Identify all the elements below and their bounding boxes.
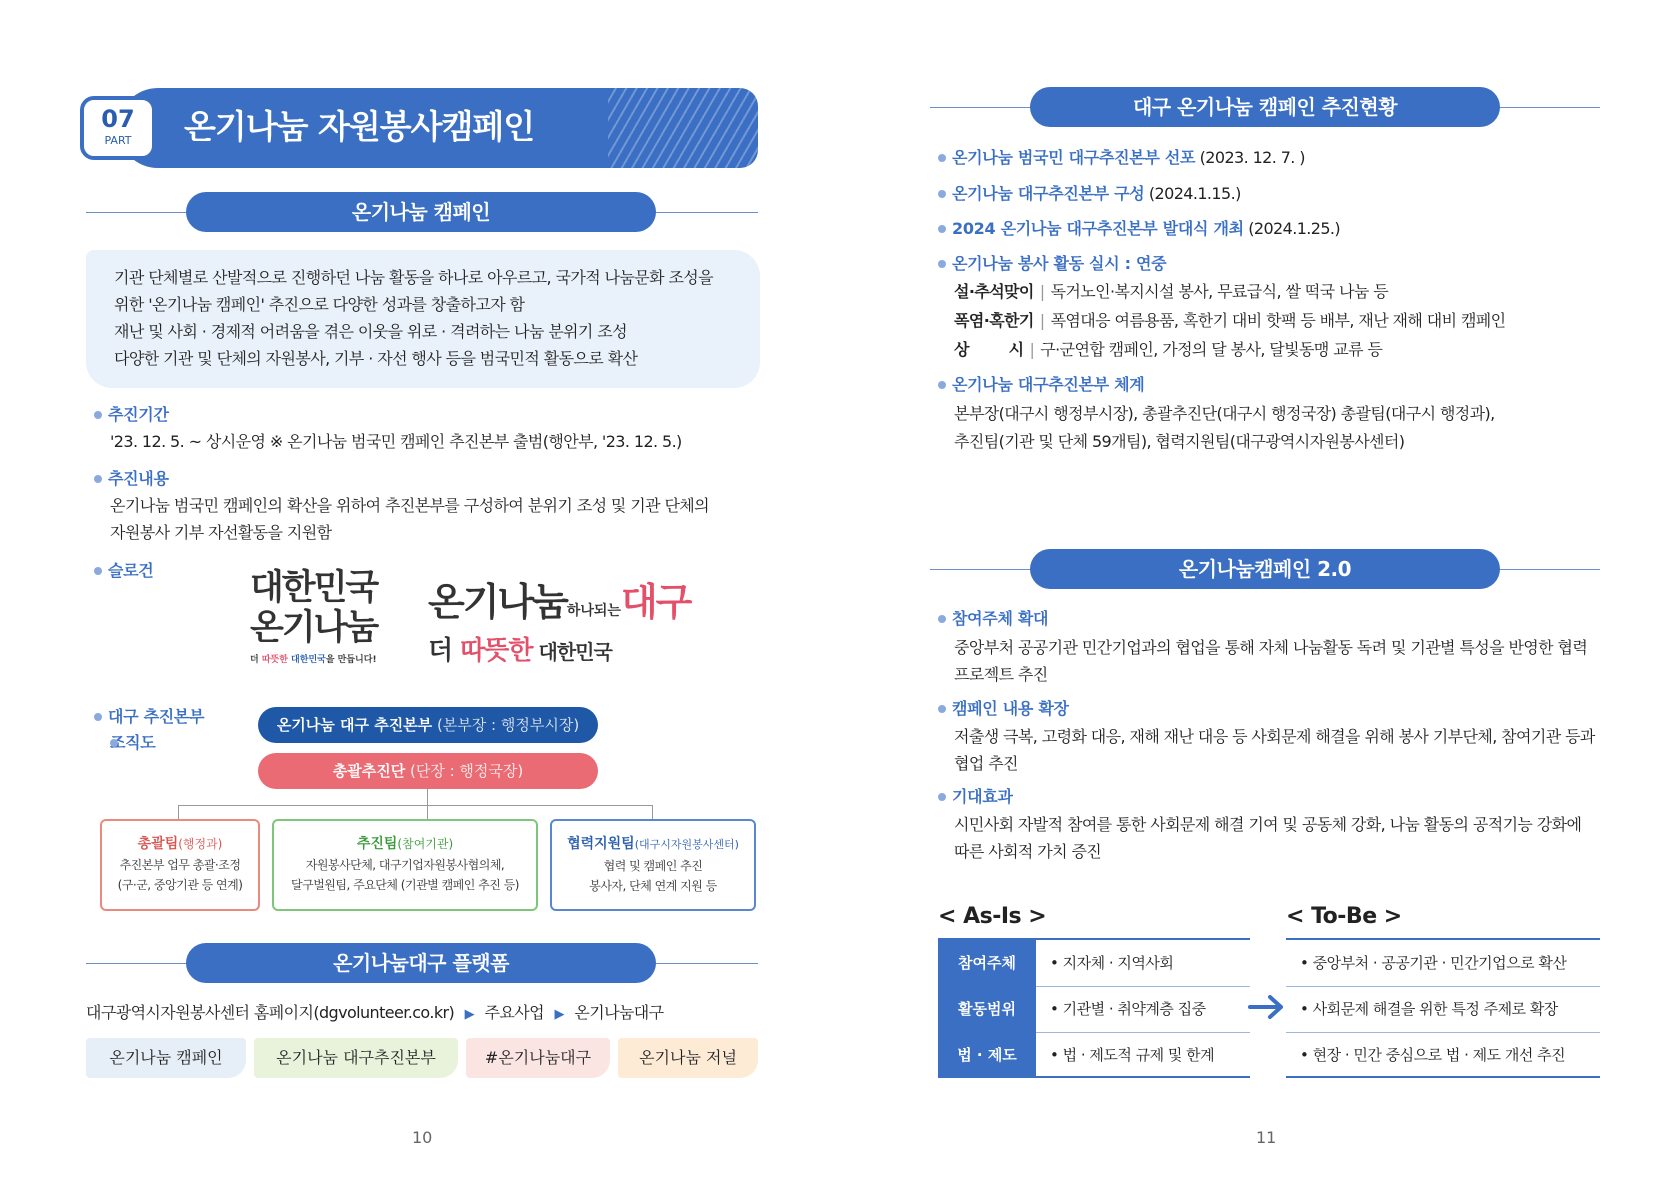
path-arrow-icon: ▶ <box>464 1007 475 1022</box>
block-line: 프로젝트 추진 <box>954 665 1048 684</box>
block-heading: 캠페인 내용 확장 <box>938 698 1069 720</box>
block-line: 시민사회 자발적 참여를 통한 사회문제 해결 기여 및 공동체 강화, 나눔 활동의 공적기능 강화에 <box>954 815 1582 834</box>
tobe-cell: • 사회문제 해결을 위한 특정 주제로 확장 <box>1300 1000 1558 1018</box>
org-connector <box>178 805 179 819</box>
intro-line: 다양한 기관 및 단체의 자원봉사, 기부 · 자선 행사 등을 범국민적 활동으로 확산 <box>114 349 638 368</box>
org-box-promotion: 추진팀(참여기관) 자원봉사단체, 대구기업자원봉사협의체, 달구벌원팀, 주요단체 (기관별 캠페인 추진 등) <box>272 819 538 911</box>
row-label: 법 · 제도 <box>938 1032 1036 1078</box>
part-badge <box>80 96 156 160</box>
org-heading-2: 조직도 <box>110 733 156 752</box>
page-number-right: 11 <box>1256 1128 1277 1147</box>
table-rule <box>938 1076 1250 1078</box>
row-label: 참여주체 <box>938 940 1036 986</box>
org-box-support: 협력지원팀(대구시자원봉사센터) 협력 및 캠페인 추진 봉사자, 단체 연계 지원 등 <box>550 819 756 911</box>
activity-row: 설·추석맞이 | 독거노인·복지시설 봉사, 무료급식, 쌀 떡국 나눔 등 <box>954 282 1389 301</box>
slogan-logo-caption: 더 따뜻한 대한민국을 만듭니다! <box>250 655 377 665</box>
org-connector <box>652 805 653 819</box>
tobe-cell: • 현장 · 민간 중심으로 법 · 제도 개선 추진 <box>1300 1046 1566 1064</box>
slogan-logo-line: 대한민국 <box>250 568 378 608</box>
table-rule <box>1286 1076 1600 1078</box>
system-line: 본부장(대구시 행정부시장), 총괄추진단(대구시 행정국장) 총괄팀(대구시 행정과), <box>954 404 1495 423</box>
slogan-logo-line: 온기나눔하나되는대구 <box>428 580 691 624</box>
tobe-title: < To-Be > <box>1286 904 1402 929</box>
slogan-logo-daegu <box>428 580 690 670</box>
tag-item[interactable]: 온기나눔 저널 <box>618 1038 758 1078</box>
block-line: 따른 사회적 가치 증진 <box>954 842 1102 861</box>
slogan-heading: 슬로건 <box>94 560 153 582</box>
org-connector <box>427 789 428 805</box>
status-item: 온기나눔 범국민 대구추진본부 선포 (2023. 12. 7. ) <box>938 144 1305 171</box>
section-title-platform: 온기나눔대구 플랫폼 <box>186 943 656 983</box>
slogan-logo-line: 온기나눔 <box>250 608 378 648</box>
org-task-force-pill: 총괄추진단 (단장 : 행정국장) <box>258 753 598 789</box>
status-item: 온기나눔 대구추진본부 구성 (2024.1.15.) <box>938 180 1241 207</box>
platform-submenu-link[interactable]: 온기나눔대구 <box>574 1003 664 1022</box>
org-connector <box>178 805 652 806</box>
content-line: 자원봉사 기부 자선활동을 지원함 <box>110 523 332 542</box>
content-line: 온기나눔 범국민 캠페인의 확산을 위하여 추진본부를 구성하여 분위기 조성 및 기관 단체의 <box>110 496 710 515</box>
system-line: 추진팀(기관 및 단체 59개팀), 협력지원팀(대구광역시자원봉사센터) <box>954 432 1405 451</box>
section-title-status: 대구 온기나눔 캠페인 추진현황 <box>1030 87 1500 127</box>
org-hq-pill: 온기나눔 대구 추진본부 (본부장 : 행정부시장) <box>258 707 598 743</box>
page-title: 온기나눔 자원봉사캠페인 <box>184 107 535 146</box>
intro-line: 재난 및 사회 · 경제적 어려움을 겪은 이웃을 위로 · 격려하는 나눔 분위기 조성 <box>114 322 627 341</box>
status-item: 온기나눔 봉사 활동 실시 : 연중 <box>938 250 1166 277</box>
slogan-logo-korea <box>250 568 380 665</box>
asis-cell: • 기관별 · 취약계층 집중 <box>1050 1000 1206 1018</box>
period-text: '23. 12. 5. ~ 상시운영 ※ 온기나눔 범국민 캠페인 추진본부 출범(행안부, '23. 12. 5.) <box>110 432 682 451</box>
system-heading: 온기나눔 대구추진본부 체계 <box>938 374 1144 396</box>
org-connector <box>427 805 428 819</box>
block-line: 중앙부처 공공기관 민간기업과의 협업을 통해 자체 나눔활동 독려 및 기관별 특성을 반영한 협력 <box>954 638 1588 657</box>
part-label: PART <box>104 134 132 147</box>
page-number-left: 10 <box>412 1128 433 1147</box>
org-heading: 대구 추진본부 <box>94 706 204 728</box>
part-number: 07 <box>101 105 135 133</box>
intro-line: 위한 '온기나눔 캠페인' 추진으로 다양한 성과를 창출하고자 함 <box>114 295 525 314</box>
content-heading: 추진내용 <box>94 468 169 490</box>
row-label: 활동범위 <box>938 986 1036 1032</box>
status-item: 2024 온기나눔 대구추진본부 발대식 개최 (2024.1.25.) <box>938 215 1340 242</box>
block-heading: 참여주체 확대 <box>938 608 1048 630</box>
activity-row: 폭염·혹한기 | 폭염대응 여름용품, 혹한기 대비 핫팩 등 배부, 재난 재해 대비 캠페인 <box>954 311 1506 330</box>
right-arrow-icon <box>1248 992 1286 1026</box>
block-line: 협업 추진 <box>954 754 1018 773</box>
block-heading: 기대효과 <box>938 786 1013 808</box>
banner-stripes <box>608 88 758 168</box>
tag-item[interactable]: 온기나눔 캠페인 <box>86 1038 246 1078</box>
asis-cell: • 지자체 · 지역사회 <box>1050 954 1174 972</box>
org-box-general: 총괄팀(행정과) 추진본부 업무 총괄·조정 (구·군, 중앙기관 등 연계) <box>100 819 260 911</box>
platform-path <box>86 999 664 1028</box>
asis-title: < As-Is > <box>938 904 1047 929</box>
asis-cell: • 법 · 제도적 규제 및 한계 <box>1050 1046 1215 1064</box>
path-arrow-icon: ▶ <box>554 1007 564 1022</box>
intro-line: 기관 단체별로 산발적으로 진행하던 나눔 활동을 하나로 아우르고, 국가적 나눔문화 조성을 <box>114 268 714 287</box>
activity-row: 상 시 | 구·군연합 캠페인, 가정의 달 봉사, 달빛동맹 교류 등 <box>954 340 1383 359</box>
tag-item[interactable]: #온기나눔대구 <box>466 1038 610 1078</box>
tobe-cell: • 중앙부처 · 공공기관 · 민간기업으로 확산 <box>1300 954 1567 972</box>
block-line: 저출생 극복, 고령화 대응, 재해 재난 대응 등 사회문제 해결을 위해 봉사 기부단체, 참여기관 등과 <box>954 727 1595 746</box>
platform-menu-link[interactable]: 주요사업 <box>484 1003 544 1022</box>
period-heading: 추진기간 <box>94 404 169 426</box>
platform-site-link[interactable]: 대구광역시자원봉사센터 홈페이지(dgvolunteer.co.kr) <box>86 1003 455 1022</box>
slogan-logo-line: 더 따뜻한 대한민국 <box>428 636 612 666</box>
section-title-campaign-2: 온기나눔캠페인 2.0 <box>1030 549 1500 589</box>
section-title-campaign: 온기나눔 캠페인 <box>186 192 656 232</box>
intro-box <box>86 250 760 388</box>
tag-item[interactable]: 온기나눔 대구추진본부 <box>254 1038 458 1078</box>
